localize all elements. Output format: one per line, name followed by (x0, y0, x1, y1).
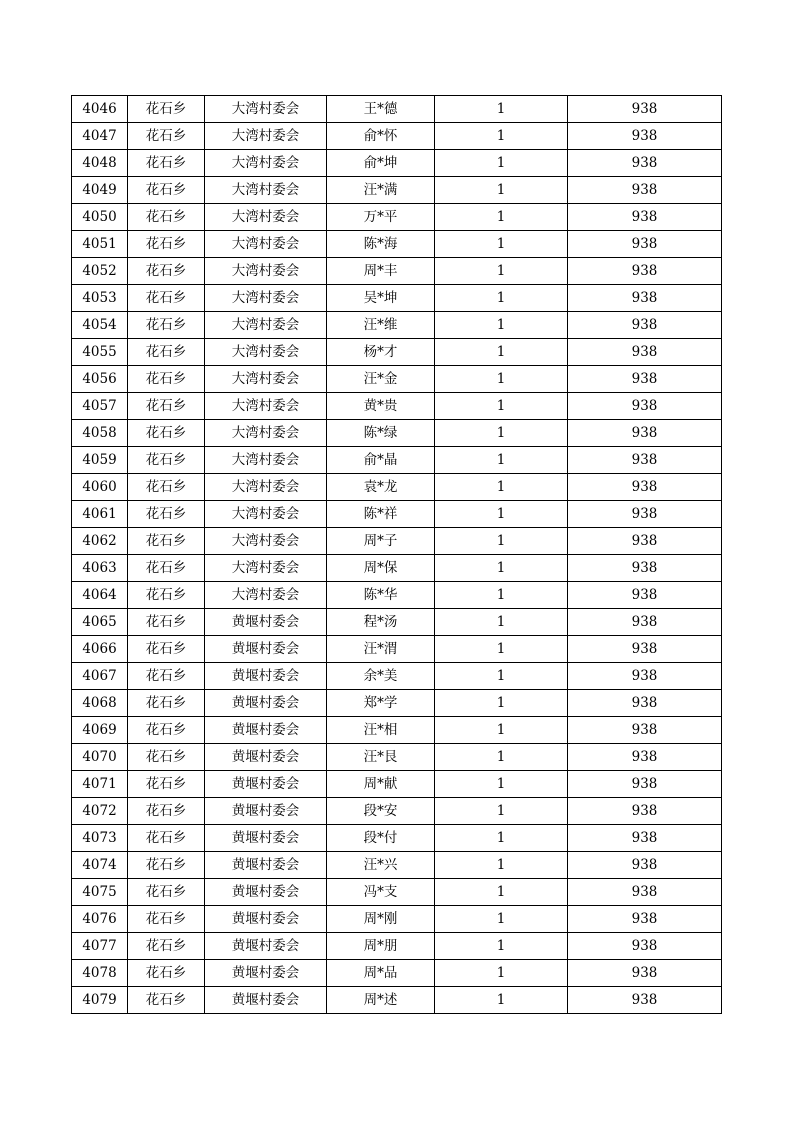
table-row (72, 825, 722, 852)
count-cell: 1 (435, 771, 568, 798)
village-cell: 黄堰村委会 (205, 690, 327, 717)
amount-cell: 938 (568, 744, 722, 771)
row-id-cell: 4055 (72, 339, 128, 366)
table-row (72, 906, 722, 933)
table-row (72, 231, 722, 258)
row-id-cell: 4065 (72, 609, 128, 636)
count-cell: 1 (435, 744, 568, 771)
amount-cell: 938 (568, 771, 722, 798)
amount-cell: 938 (568, 555, 722, 582)
table-row (72, 852, 722, 879)
table-row (72, 285, 722, 312)
row-id-cell: 4059 (72, 447, 128, 474)
table-row (72, 960, 722, 987)
count-cell: 1 (435, 798, 568, 825)
count-cell: 1 (435, 825, 568, 852)
count-cell: 1 (435, 960, 568, 987)
village-cell: 大湾村委会 (205, 339, 327, 366)
row-id-cell: 4074 (72, 852, 128, 879)
amount-cell: 938 (568, 690, 722, 717)
village-cell: 黄堰村委会 (205, 879, 327, 906)
name-cell: 郑*学 (327, 690, 435, 717)
name-cell: 余*美 (327, 663, 435, 690)
table-row (72, 555, 722, 582)
table-row (72, 474, 722, 501)
amount-cell: 938 (568, 231, 722, 258)
table-row (72, 609, 722, 636)
row-id-cell: 4078 (72, 960, 128, 987)
amount-cell: 938 (568, 960, 722, 987)
count-cell: 1 (435, 258, 568, 285)
row-id-cell: 4053 (72, 285, 128, 312)
town-cell: 花石乡 (128, 987, 205, 1014)
town-cell: 花石乡 (128, 798, 205, 825)
village-cell: 大湾村委会 (205, 150, 327, 177)
town-cell: 花石乡 (128, 609, 205, 636)
amount-cell: 938 (568, 825, 722, 852)
village-cell: 黄堰村委会 (205, 798, 327, 825)
table-row (72, 96, 722, 123)
village-cell: 大湾村委会 (205, 393, 327, 420)
count-cell: 1 (435, 285, 568, 312)
amount-cell: 938 (568, 123, 722, 150)
name-cell: 周*保 (327, 555, 435, 582)
count-cell: 1 (435, 393, 568, 420)
village-cell: 大湾村委会 (205, 555, 327, 582)
village-cell: 大湾村委会 (205, 447, 327, 474)
amount-cell: 938 (568, 339, 722, 366)
count-cell: 1 (435, 987, 568, 1014)
name-cell: 周*子 (327, 528, 435, 555)
town-cell: 花石乡 (128, 555, 205, 582)
town-cell: 花石乡 (128, 879, 205, 906)
town-cell: 花石乡 (128, 744, 205, 771)
count-cell: 1 (435, 852, 568, 879)
table-row (72, 258, 722, 285)
village-cell: 黄堰村委会 (205, 609, 327, 636)
amount-cell: 938 (568, 582, 722, 609)
town-cell: 花石乡 (128, 690, 205, 717)
town-cell: 花石乡 (128, 906, 205, 933)
row-id-cell: 4077 (72, 933, 128, 960)
town-cell: 花石乡 (128, 447, 205, 474)
row-id-cell: 4052 (72, 258, 128, 285)
table-row (72, 582, 722, 609)
row-id-cell: 4070 (72, 744, 128, 771)
village-cell: 大湾村委会 (205, 258, 327, 285)
count-cell: 1 (435, 528, 568, 555)
town-cell: 花石乡 (128, 420, 205, 447)
village-cell: 大湾村委会 (205, 501, 327, 528)
village-cell: 黄堰村委会 (205, 906, 327, 933)
row-id-cell: 4047 (72, 123, 128, 150)
town-cell: 花石乡 (128, 339, 205, 366)
count-cell: 1 (435, 717, 568, 744)
name-cell: 俞*坤 (327, 150, 435, 177)
amount-cell: 938 (568, 474, 722, 501)
village-cell: 黄堰村委会 (205, 744, 327, 771)
amount-cell: 938 (568, 177, 722, 204)
count-cell: 1 (435, 231, 568, 258)
roster-table (71, 95, 722, 1014)
village-cell: 大湾村委会 (205, 366, 327, 393)
row-id-cell: 4060 (72, 474, 128, 501)
name-cell: 万*平 (327, 204, 435, 231)
row-id-cell: 4050 (72, 204, 128, 231)
amount-cell: 938 (568, 987, 722, 1014)
name-cell: 周*品 (327, 960, 435, 987)
row-id-cell: 4071 (72, 771, 128, 798)
row-id-cell: 4067 (72, 663, 128, 690)
table-row (72, 366, 722, 393)
name-cell: 段*付 (327, 825, 435, 852)
amount-cell: 938 (568, 258, 722, 285)
row-id-cell: 4058 (72, 420, 128, 447)
table-row (72, 420, 722, 447)
table-row (72, 447, 722, 474)
amount-cell: 938 (568, 204, 722, 231)
amount-cell: 938 (568, 636, 722, 663)
row-id-cell: 4051 (72, 231, 128, 258)
town-cell: 花石乡 (128, 636, 205, 663)
name-cell: 周*献 (327, 771, 435, 798)
town-cell: 花石乡 (128, 771, 205, 798)
amount-cell: 938 (568, 447, 722, 474)
row-id-cell: 4064 (72, 582, 128, 609)
row-id-cell: 4062 (72, 528, 128, 555)
row-id-cell: 4069 (72, 717, 128, 744)
amount-cell: 938 (568, 420, 722, 447)
name-cell: 汪*相 (327, 717, 435, 744)
count-cell: 1 (435, 474, 568, 501)
name-cell: 汪*满 (327, 177, 435, 204)
amount-cell: 938 (568, 609, 722, 636)
count-cell: 1 (435, 420, 568, 447)
amount-cell: 938 (568, 906, 722, 933)
table-row (72, 690, 722, 717)
table-row (72, 933, 722, 960)
town-cell: 花石乡 (128, 123, 205, 150)
table-row (72, 150, 722, 177)
amount-cell: 938 (568, 852, 722, 879)
amount-cell: 938 (568, 285, 722, 312)
row-id-cell: 4066 (72, 636, 128, 663)
count-cell: 1 (435, 690, 568, 717)
village-cell: 黄堰村委会 (205, 960, 327, 987)
name-cell: 周*丰 (327, 258, 435, 285)
name-cell: 段*安 (327, 798, 435, 825)
town-cell: 花石乡 (128, 582, 205, 609)
village-cell: 大湾村委会 (205, 528, 327, 555)
town-cell: 花石乡 (128, 177, 205, 204)
count-cell: 1 (435, 204, 568, 231)
amount-cell: 938 (568, 798, 722, 825)
name-cell: 黄*贵 (327, 393, 435, 420)
amount-cell: 938 (568, 933, 722, 960)
count-cell: 1 (435, 312, 568, 339)
count-cell: 1 (435, 177, 568, 204)
village-cell: 黄堰村委会 (205, 771, 327, 798)
village-cell: 大湾村委会 (205, 285, 327, 312)
table-row (72, 339, 722, 366)
town-cell: 花石乡 (128, 96, 205, 123)
name-cell: 俞*怀 (327, 123, 435, 150)
row-id-cell: 4075 (72, 879, 128, 906)
name-cell: 王*德 (327, 96, 435, 123)
town-cell: 花石乡 (128, 852, 205, 879)
name-cell: 周*朋 (327, 933, 435, 960)
name-cell: 陈*海 (327, 231, 435, 258)
name-cell: 俞*晶 (327, 447, 435, 474)
name-cell: 汪*渭 (327, 636, 435, 663)
town-cell: 花石乡 (128, 717, 205, 744)
table-row (72, 636, 722, 663)
amount-cell: 938 (568, 528, 722, 555)
table-row (72, 312, 722, 339)
row-id-cell: 4076 (72, 906, 128, 933)
roster-table-body (72, 96, 722, 1014)
town-cell: 花石乡 (128, 366, 205, 393)
name-cell: 吴*坤 (327, 285, 435, 312)
amount-cell: 938 (568, 393, 722, 420)
village-cell: 大湾村委会 (205, 312, 327, 339)
name-cell: 陈*华 (327, 582, 435, 609)
town-cell: 花石乡 (128, 312, 205, 339)
town-cell: 花石乡 (128, 258, 205, 285)
name-cell: 汪*兴 (327, 852, 435, 879)
table-row (72, 744, 722, 771)
name-cell: 杨*才 (327, 339, 435, 366)
amount-cell: 938 (568, 96, 722, 123)
count-cell: 1 (435, 501, 568, 528)
count-cell: 1 (435, 96, 568, 123)
town-cell: 花石乡 (128, 960, 205, 987)
count-cell: 1 (435, 366, 568, 393)
count-cell: 1 (435, 582, 568, 609)
amount-cell: 938 (568, 150, 722, 177)
village-cell: 黄堰村委会 (205, 933, 327, 960)
row-id-cell: 4048 (72, 150, 128, 177)
name-cell: 汪*金 (327, 366, 435, 393)
count-cell: 1 (435, 150, 568, 177)
village-cell: 大湾村委会 (205, 231, 327, 258)
table-row (72, 123, 722, 150)
name-cell: 程*汤 (327, 609, 435, 636)
town-cell: 花石乡 (128, 933, 205, 960)
table-row (72, 177, 722, 204)
village-cell: 黄堰村委会 (205, 852, 327, 879)
village-cell: 大湾村委会 (205, 582, 327, 609)
row-id-cell: 4049 (72, 177, 128, 204)
town-cell: 花石乡 (128, 285, 205, 312)
row-id-cell: 4072 (72, 798, 128, 825)
village-cell: 黄堰村委会 (205, 825, 327, 852)
row-id-cell: 4079 (72, 987, 128, 1014)
village-cell: 黄堰村委会 (205, 636, 327, 663)
town-cell: 花石乡 (128, 150, 205, 177)
village-cell: 大湾村委会 (205, 204, 327, 231)
table-row (72, 879, 722, 906)
name-cell: 周*刚 (327, 906, 435, 933)
count-cell: 1 (435, 906, 568, 933)
name-cell: 陈*绿 (327, 420, 435, 447)
town-cell: 花石乡 (128, 501, 205, 528)
town-cell: 花石乡 (128, 393, 205, 420)
count-cell: 1 (435, 339, 568, 366)
row-id-cell: 4063 (72, 555, 128, 582)
count-cell: 1 (435, 663, 568, 690)
name-cell: 汪*维 (327, 312, 435, 339)
row-id-cell: 4068 (72, 690, 128, 717)
row-id-cell: 4073 (72, 825, 128, 852)
table-row (72, 987, 722, 1014)
amount-cell: 938 (568, 663, 722, 690)
table-row (72, 798, 722, 825)
village-cell: 大湾村委会 (205, 177, 327, 204)
amount-cell: 938 (568, 312, 722, 339)
name-cell: 冯*支 (327, 879, 435, 906)
amount-cell: 938 (568, 717, 722, 744)
village-cell: 黄堰村委会 (205, 717, 327, 744)
name-cell: 周*述 (327, 987, 435, 1014)
count-cell: 1 (435, 123, 568, 150)
town-cell: 花石乡 (128, 204, 205, 231)
town-cell: 花石乡 (128, 663, 205, 690)
row-id-cell: 4057 (72, 393, 128, 420)
row-id-cell: 4061 (72, 501, 128, 528)
town-cell: 花石乡 (128, 231, 205, 258)
name-cell: 汪*艮 (327, 744, 435, 771)
village-cell: 大湾村委会 (205, 474, 327, 501)
count-cell: 1 (435, 555, 568, 582)
town-cell: 花石乡 (128, 474, 205, 501)
amount-cell: 938 (568, 501, 722, 528)
table-row (72, 393, 722, 420)
village-cell: 大湾村委会 (205, 123, 327, 150)
village-cell: 大湾村委会 (205, 420, 327, 447)
count-cell: 1 (435, 609, 568, 636)
row-id-cell: 4046 (72, 96, 128, 123)
count-cell: 1 (435, 879, 568, 906)
name-cell: 陈*祥 (327, 501, 435, 528)
village-cell: 黄堰村委会 (205, 987, 327, 1014)
row-id-cell: 4054 (72, 312, 128, 339)
row-id-cell: 4056 (72, 366, 128, 393)
count-cell: 1 (435, 636, 568, 663)
amount-cell: 938 (568, 366, 722, 393)
count-cell: 1 (435, 447, 568, 474)
table-row (72, 771, 722, 798)
table-row (72, 717, 722, 744)
table-row (72, 501, 722, 528)
table-row (72, 528, 722, 555)
table-row (72, 204, 722, 231)
table-row (72, 663, 722, 690)
town-cell: 花石乡 (128, 825, 205, 852)
town-cell: 花石乡 (128, 528, 205, 555)
name-cell: 袁*龙 (327, 474, 435, 501)
village-cell: 黄堰村委会 (205, 663, 327, 690)
count-cell: 1 (435, 933, 568, 960)
amount-cell: 938 (568, 879, 722, 906)
village-cell: 大湾村委会 (205, 96, 327, 123)
